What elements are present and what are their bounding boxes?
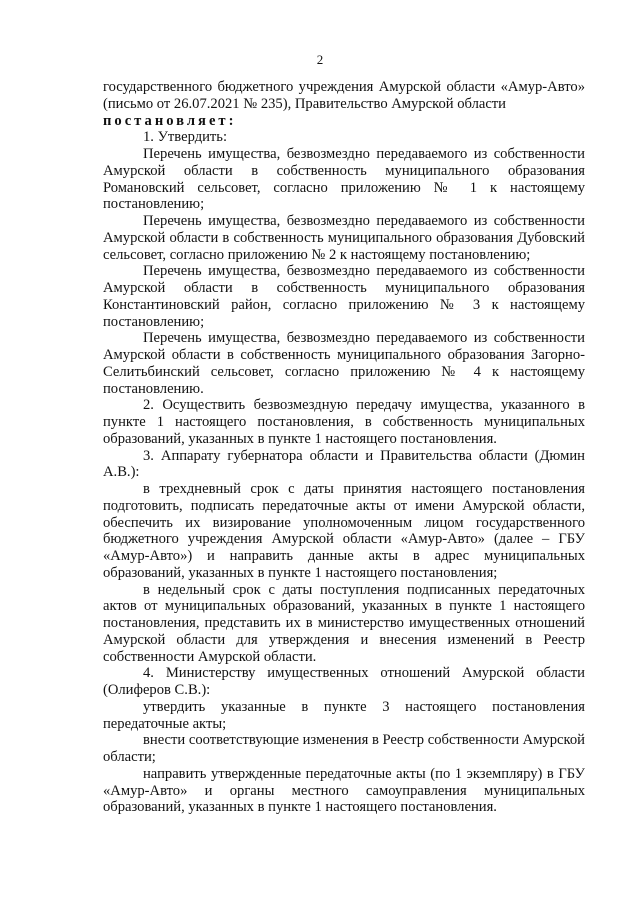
list-zagorno-selitbinsky: Перечень имущества, безвозмездно передаваемого из собственности Амурской области в собственность муниципального образования Загорно-Селитьбинский сельсовет, согласно приложению № 4 к настоящему постановлению. xyxy=(103,330,585,397)
item-1-heading: 1. Утвердить: xyxy=(143,129,228,146)
item-4-sub-1: утвердить указанные в пункте 3 настоящего постановления передаточные акты; xyxy=(103,698,585,732)
item-2: 2. Осуществить безвозмездную передачу имущества, указанного в пункте 1 настоящего постановления, в собственность муниципальных образований, указанных в пункте 1 настоящего постановления. xyxy=(103,397,585,447)
page-number: 2 xyxy=(316,52,324,67)
resolves-word: постановляет: xyxy=(103,112,237,129)
item-3-sub-1: в трехдневный срок с даты принятия настоящего постановления подготовить, подписать передаточные акты от имени Амурской области, обеспечить их визирование уполномоченным лицом государственного бюджетного учреждения Амурской области «Амур-Авто» (далее – ГБУ «Амур-Авто») и направить данные акты в адрес муниципальных образований, указанных в пункте 1 настоящего постановления; xyxy=(103,481,585,581)
document-body xyxy=(103,79,585,816)
list-dubovsky: Перечень имущества, безвозмездно передаваемого из собственности Амурской области в собственность муниципального образования Дубовский сельсовет, согласно приложению № 2 к настоящему постановлению; xyxy=(103,213,585,263)
item-4-sub-3: направить утвержденные передаточные акты (по 1 экземпляру) в ГБУ «Амур-Авто» и органы местного самоуправления муниципальных образований, указанных в пункте 1 настоящего постановления. xyxy=(103,765,585,816)
item-3-sub-2: в недельный срок с даты поступления подписанных передаточных актов от муниципальных образований, указанных в пункте 1 настоящего постановления, представить их в министерство имущественных отношений Амурской области для утверждения и внесения изменений в Реестр собственности Амурской области. xyxy=(103,581,585,665)
item-3: 3. Аппарату губернатора области и Правительства области (Дюмин А.В.): xyxy=(103,447,585,481)
list-konstantinovsky: Перечень имущества, безвозмездно передаваемого из собственности Амурской области в собственность муниципального образования Константиновский район, согласно приложению № 3 к настоящему постановлению; xyxy=(103,263,585,330)
item-4: 4. Министерству имущественных отношений Амурской области (Олиферов С.В.): xyxy=(103,665,585,698)
item-4-sub-2: внести соответствующие изменения в Реестр собственности Амурской области; xyxy=(103,732,585,765)
paragraph-intro: государственного бюджетного учреждения Амурской области «Амур-Авто» (письмо от 26.07.2021 № 235), Правительство Амурской области xyxy=(103,79,585,112)
list-romanovsky: Перечень имущества, безвозмездно передаваемого из собственности Амурской области в собственность муниципального образования Романовский сельсовет, согласно приложению № 1 к настоящему постановлению; xyxy=(103,146,585,213)
